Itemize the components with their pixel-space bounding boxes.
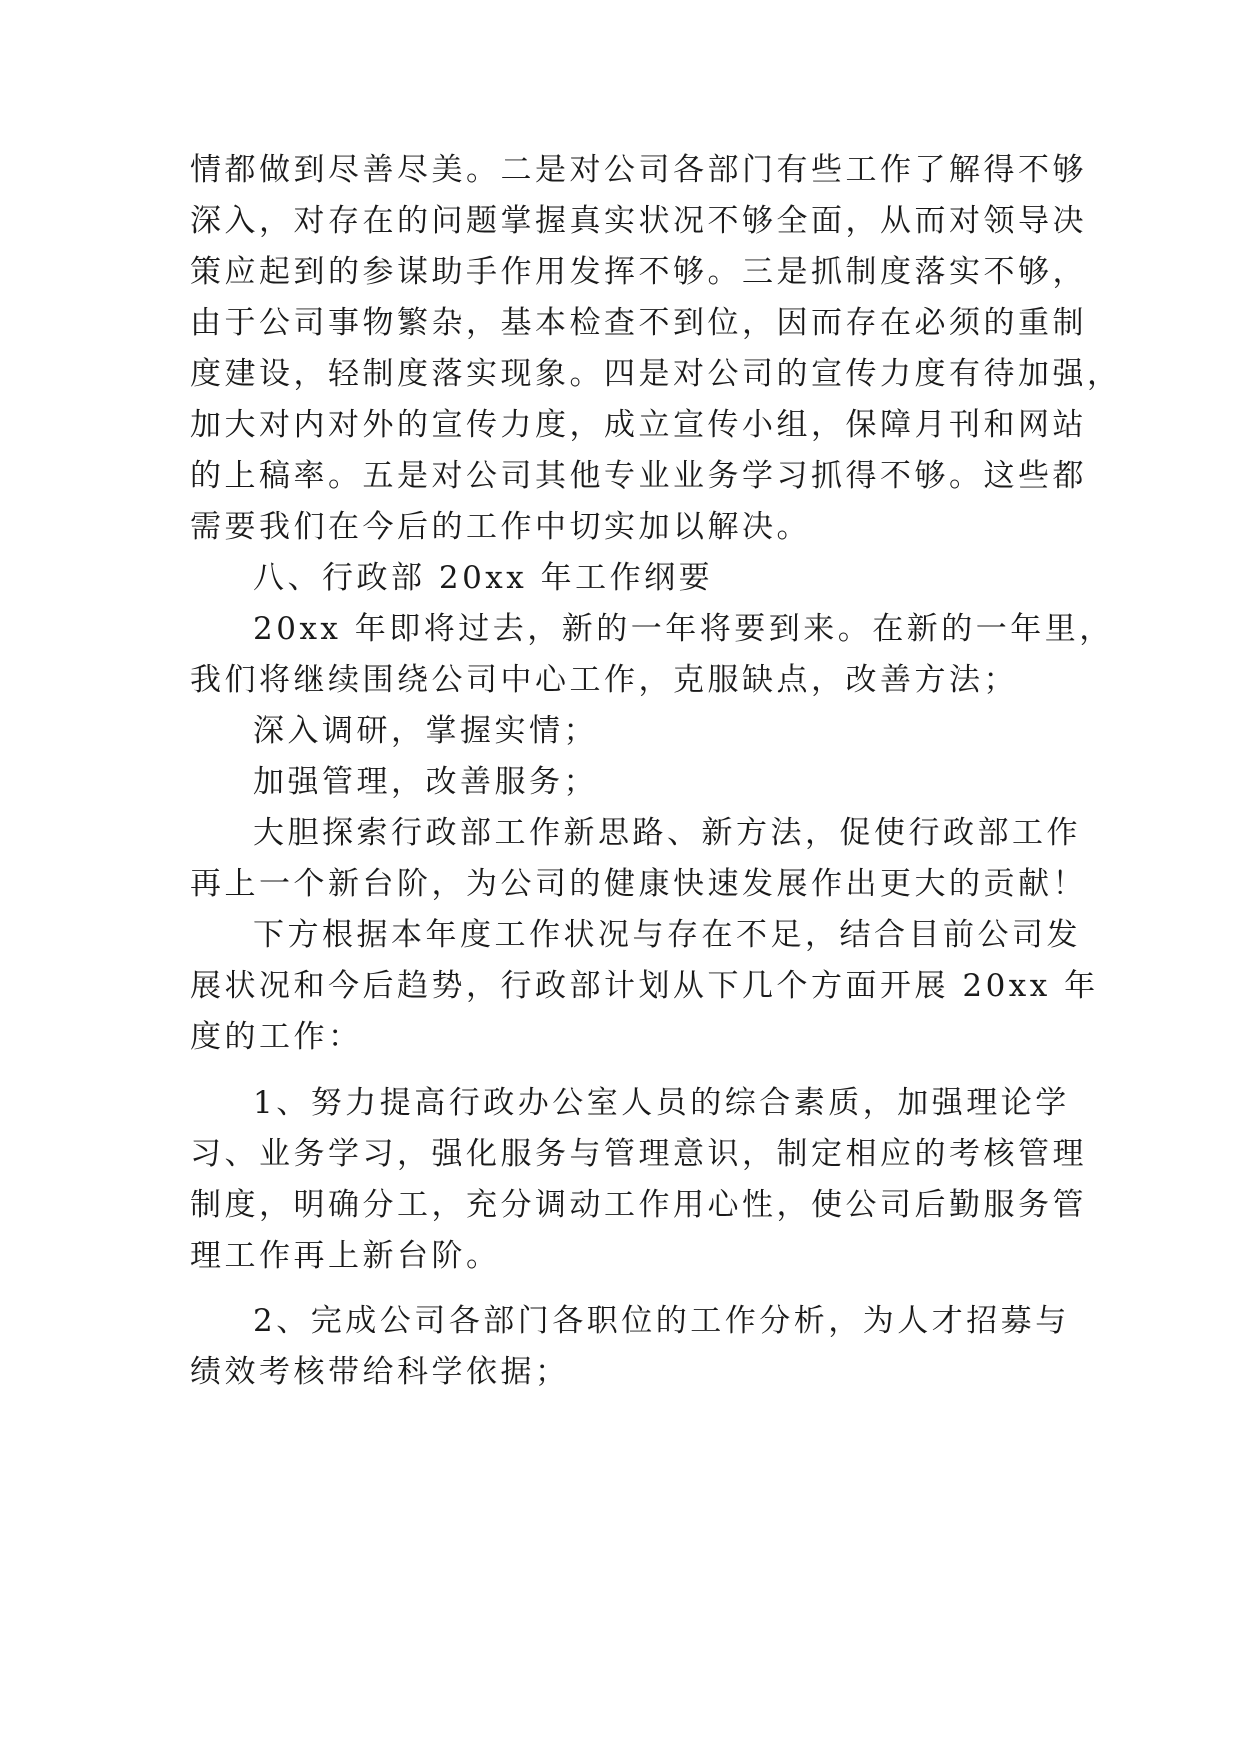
list-item-2: 2、完成公司各部门各职位的工作分析，为人才招募与 xyxy=(253,1303,1070,1339)
text-line: 下方根据本年度工作状况与存在不足，结合目前公司发 xyxy=(253,917,1081,953)
text-line: 制度，明确分工，充分调动工作用心性，使公司后勤服务管 xyxy=(190,1187,1087,1223)
text-line: 策应起到的参谋助手作用发挥不够。三是抓制度落实不够， xyxy=(190,254,1087,290)
text-line: 加强管理，改善服务； xyxy=(253,764,598,800)
text-line: 20xx 年即将过去，新的一年将要到来。在新的一年里， xyxy=(253,611,1114,647)
text-line: 深入调研，掌握实情； xyxy=(253,713,598,749)
text-line: 的上稿率。五是对公司其他专业业务学习抓得不够。这些都 xyxy=(190,458,1087,494)
text-line: 深入，对存在的问题掌握真实状况不够全面，从而对领导决 xyxy=(190,203,1087,239)
text-line: 再上一个新台阶，为公司的健康快速发展作出更大的贡献！ xyxy=(190,866,1087,902)
text-line: 绩效考核带给科学依据； xyxy=(190,1354,570,1390)
text-line: 度的工作： xyxy=(190,1019,363,1055)
text-line: 展状况和今后趋势，行政部计划从下几个方面开展 20xx 年 xyxy=(190,968,1099,1004)
section-heading: 八、行政部 20xx 年工作纲要 xyxy=(253,560,714,596)
text-line: 情都做到尽善尽美。二是对公司各部门有些工作了解得不够 xyxy=(190,152,1087,188)
list-item-1: 1、努力提高行政办公室人员的综合素质，加强理论学 xyxy=(253,1085,1070,1121)
text-line: 大胆探索行政部工作新思路、新方法，促使行政部工作 xyxy=(253,815,1081,851)
text-line: 习、业务学习，强化服务与管理意识，制定相应的考核管理 xyxy=(190,1136,1087,1172)
text-line: 理工作再上新台阶。 xyxy=(190,1238,501,1274)
text-line: 我们将继续围绕公司中心工作，克服缺点，改善方法； xyxy=(190,662,1018,698)
text-line: 度建设，轻制度落实现象。四是对公司的宣传力度有待加强， xyxy=(190,356,1122,392)
text-line: 需要我们在今后的工作中切实加以解决。 xyxy=(190,509,811,545)
text-line: 加大对内对外的宣传力度，成立宣传小组，保障月刊和网站 xyxy=(190,407,1087,443)
text-line: 由于公司事物繁杂，基本检查不到位，因而存在必须的重制 xyxy=(190,305,1087,341)
